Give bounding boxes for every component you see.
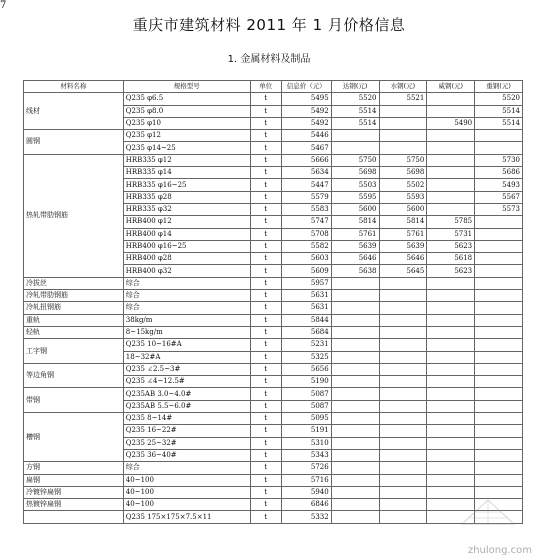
chonggang-price-cell: [475, 388, 523, 400]
material-name-cell: 热镀锌扁钢: [24, 499, 124, 511]
weigang-price-cell: 5490: [427, 117, 475, 129]
spec-cell: Q235 16~22#: [123, 425, 250, 437]
spec-cell: 综合: [123, 302, 250, 314]
spec-cell: 综合: [123, 277, 250, 289]
material-name-cell: 重轨: [24, 314, 124, 326]
weigang-price-cell: [427, 326, 475, 338]
dagang-price-cell: [331, 425, 379, 437]
spec-cell: Q235 φ6.5: [123, 93, 250, 105]
dagang-price-cell: [331, 130, 379, 142]
chonggang-price-cell: [475, 228, 523, 240]
info-price-cell: 5087: [281, 388, 331, 400]
shuigang-price-cell: 5502: [379, 179, 427, 191]
zhulong-logo-icon: [458, 498, 518, 542]
shuigang-price-cell: [379, 351, 427, 363]
spec-cell: 38kg/m: [123, 314, 250, 326]
unit-cell: t: [250, 130, 281, 142]
unit-cell: t: [250, 203, 281, 215]
table-body: [24, 93, 523, 523]
unit-cell: t: [250, 326, 281, 338]
weigang-price-cell: [427, 486, 475, 498]
unit-cell: t: [250, 339, 281, 351]
info-price-cell: 5343: [281, 449, 331, 461]
dagang-price-cell: 5761: [331, 228, 379, 240]
dagang-price-cell: 5639: [331, 240, 379, 252]
shuigang-price-cell: 5750: [379, 154, 427, 166]
unit-cell: t: [250, 486, 281, 498]
material-name-cell: 等边角钢: [24, 363, 124, 388]
spec-cell: Q235 φ10: [123, 117, 250, 129]
shuigang-price-cell: [379, 437, 427, 449]
info-price-cell: 5957: [281, 277, 331, 289]
dagang-price-cell: [331, 363, 379, 375]
unit-cell: t: [250, 363, 281, 375]
shuigang-price-cell: [379, 339, 427, 351]
weigang-price-cell: 5623: [427, 265, 475, 277]
info-price-cell: 5634: [281, 167, 331, 179]
unit-cell: t: [250, 462, 281, 474]
dagang-price-cell: [331, 376, 379, 388]
weigang-price-cell: [427, 437, 475, 449]
spec-cell: Q235 φ8.0: [123, 105, 250, 117]
unit-cell: t: [250, 179, 281, 191]
info-price-cell: 5583: [281, 203, 331, 215]
shuigang-price-cell: 5593: [379, 191, 427, 203]
info-price-cell: 5231: [281, 339, 331, 351]
unit-cell: t: [250, 413, 281, 425]
chonggang-price-cell: [475, 425, 523, 437]
weigang-price-cell: [427, 154, 475, 166]
unit-cell: t: [250, 474, 281, 486]
info-price-cell: 5747: [281, 216, 331, 228]
dagang-price-cell: 5750: [331, 154, 379, 166]
shuigang-price-cell: [379, 400, 427, 412]
chonggang-price-cell: 5514: [475, 117, 523, 129]
shuigang-price-cell: [379, 142, 427, 154]
info-price-cell: 5332: [281, 511, 331, 523]
shuigang-price-cell: [379, 425, 427, 437]
material-name-cell: 冷轧带肋钢筋: [24, 290, 124, 302]
shuigang-price-cell: 5761: [379, 228, 427, 240]
dagang-price-cell: [331, 462, 379, 474]
table-row: [24, 130, 523, 142]
dagang-price-cell: [331, 437, 379, 449]
shuigang-price-cell: [379, 376, 427, 388]
spec-cell: 40~100: [123, 499, 250, 511]
watermark-text: zhulong.com: [467, 545, 532, 556]
dagang-price-cell: 5600: [331, 203, 379, 215]
shuigang-price-cell: 5645: [379, 265, 427, 277]
shuigang-price-cell: [379, 277, 427, 289]
spec-cell: Q235 φ12: [123, 130, 250, 142]
spec-cell: 40~100: [123, 486, 250, 498]
info-price-cell: 5631: [281, 290, 331, 302]
weigang-price-cell: [427, 339, 475, 351]
info-price-cell: 5609: [281, 265, 331, 277]
unit-cell: t: [250, 154, 281, 166]
weigang-price-cell: 5731: [427, 228, 475, 240]
dagang-price-cell: [331, 290, 379, 302]
info-price-cell: 5716: [281, 474, 331, 486]
spec-cell: HRB335 φ32: [123, 203, 250, 215]
unit-cell: t: [250, 314, 281, 326]
spec-cell: HRB400 φ32: [123, 265, 250, 277]
table-row: [24, 499, 523, 511]
shuigang-price-cell: [379, 388, 427, 400]
shuigang-price-cell: [379, 290, 427, 302]
table-row: [24, 290, 523, 302]
weigang-price-cell: [427, 449, 475, 461]
spec-cell: 综合: [123, 290, 250, 302]
chonggang-price-cell: [475, 351, 523, 363]
chonggang-price-cell: [475, 314, 523, 326]
info-price-cell: 5310: [281, 437, 331, 449]
spec-cell: Q235 36~40#: [123, 449, 250, 461]
chonggang-price-cell: [475, 326, 523, 338]
chonggang-price-cell: [475, 130, 523, 142]
material-name-cell: 工字钢: [24, 339, 124, 364]
spec-cell: HRB400 φ28: [123, 253, 250, 265]
chonggang-price-cell: 5514: [475, 105, 523, 117]
material-name-cell: 冷镀锌扁钢: [24, 486, 124, 498]
page-title: 重庆市建筑材料 2011 年 1 月价格信息: [132, 16, 406, 34]
dagang-price-cell: [331, 302, 379, 314]
dagang-price-cell: 5520: [331, 93, 379, 105]
material-name-cell: 带钢: [24, 388, 124, 413]
shuigang-price-cell: [379, 413, 427, 425]
chonggang-price-cell: [475, 216, 523, 228]
unit-cell: t: [250, 511, 281, 523]
material-name-cell: [24, 511, 124, 523]
shuigang-price-cell: [379, 486, 427, 498]
info-price-cell: 5492: [281, 105, 331, 117]
info-price-cell: 5467: [281, 142, 331, 154]
info-price-cell: 5325: [281, 351, 331, 363]
info-price-cell: 5631: [281, 302, 331, 314]
weigang-price-cell: [427, 167, 475, 179]
spec-cell: HRB400 φ14: [123, 228, 250, 240]
info-price-cell: 5447: [281, 179, 331, 191]
shuigang-price-cell: [379, 511, 427, 523]
spec-cell: HRB400 φ16~25: [123, 240, 250, 252]
unit-cell: t: [250, 277, 281, 289]
weigang-price-cell: [427, 363, 475, 375]
chonggang-price-cell: [475, 400, 523, 412]
table-row: [24, 413, 523, 425]
unit-cell: t: [250, 425, 281, 437]
shuigang-price-cell: [379, 462, 427, 474]
shuigang-price-cell: [379, 302, 427, 314]
info-price-cell: 5684: [281, 326, 331, 338]
section-heading: 1. 金属材料及制品: [227, 54, 311, 65]
unit-cell: t: [250, 105, 281, 117]
material-name-cell: 槽钢: [24, 413, 124, 462]
chonggang-price-cell: [475, 437, 523, 449]
info-price-cell: 5603: [281, 253, 331, 265]
chonggang-price-cell: 5686: [475, 167, 523, 179]
weigang-price-cell: 5785: [427, 216, 475, 228]
info-price-cell: 5492: [281, 117, 331, 129]
header-shuigang: 水钢(元): [379, 81, 427, 93]
table-row: [24, 277, 523, 289]
unit-cell: t: [250, 167, 281, 179]
dagang-price-cell: [331, 339, 379, 351]
dagang-price-cell: 5698: [331, 167, 379, 179]
weigang-price-cell: [427, 290, 475, 302]
shuigang-price-cell: 5814: [379, 216, 427, 228]
weigang-price-cell: [427, 376, 475, 388]
table-row: [24, 363, 523, 375]
shuigang-price-cell: [379, 130, 427, 142]
dagang-price-cell: [331, 400, 379, 412]
table-row: [24, 474, 523, 486]
weigang-price-cell: [427, 462, 475, 474]
weigang-price-cell: [427, 203, 475, 215]
dagang-price-cell: [331, 511, 379, 523]
chonggang-price-cell: [475, 240, 523, 252]
material-name-cell: 轻轨: [24, 326, 124, 338]
dagang-price-cell: 5514: [331, 105, 379, 117]
shuigang-price-cell: 5639: [379, 240, 427, 252]
weigang-price-cell: [427, 130, 475, 142]
shuigang-price-cell: [379, 449, 427, 461]
unit-cell: t: [250, 290, 281, 302]
weigang-price-cell: [427, 425, 475, 437]
info-price-cell: 5666: [281, 154, 331, 166]
shuigang-price-cell: 5646: [379, 253, 427, 265]
info-price-cell: 5582: [281, 240, 331, 252]
info-price-cell: 5446: [281, 130, 331, 142]
info-price-cell: 5095: [281, 413, 331, 425]
info-price-cell: 5940: [281, 486, 331, 498]
spec-cell: HRB400 φ12: [123, 216, 250, 228]
material-name-cell: 线材: [24, 93, 124, 130]
shuigang-price-cell: [379, 474, 427, 486]
spec-cell: Q235AB 5.5~6.0#: [123, 400, 250, 412]
header-unit: 单位: [250, 81, 281, 93]
weigang-price-cell: [427, 142, 475, 154]
unit-cell: t: [250, 93, 281, 105]
chonggang-price-cell: [475, 253, 523, 265]
dagang-price-cell: 5514: [331, 117, 379, 129]
chonggang-price-cell: [475, 339, 523, 351]
header-chonggang: 重钢(元): [475, 81, 523, 93]
shuigang-price-cell: [379, 363, 427, 375]
weigang-price-cell: [427, 191, 475, 203]
info-price-cell: 5191: [281, 425, 331, 437]
spec-cell: 40~100: [123, 474, 250, 486]
chonggang-price-cell: [475, 474, 523, 486]
material-name-cell: 冷拔丝: [24, 277, 124, 289]
info-price-cell: 5844: [281, 314, 331, 326]
spec-cell: HRB335 φ16~25: [123, 179, 250, 191]
table-row: [24, 154, 523, 166]
unit-cell: t: [250, 228, 281, 240]
weigang-price-cell: [427, 413, 475, 425]
material-name-cell: 热轧带肋钢筋: [24, 154, 124, 277]
weigang-price-cell: [427, 314, 475, 326]
shuigang-price-cell: [379, 314, 427, 326]
spec-cell: Q235 8~14#: [123, 413, 250, 425]
unit-cell: t: [250, 388, 281, 400]
dagang-price-cell: [331, 388, 379, 400]
chonggang-price-cell: [475, 413, 523, 425]
weigang-price-cell: [427, 400, 475, 412]
unit-cell: t: [250, 449, 281, 461]
weigang-price-cell: [427, 93, 475, 105]
chonggang-price-cell: 5730: [475, 154, 523, 166]
unit-cell: t: [250, 499, 281, 511]
table-row: [24, 314, 523, 326]
header-row: [24, 81, 523, 93]
material-name-cell: 圆钢: [24, 130, 124, 155]
dagang-price-cell: [331, 142, 379, 154]
chonggang-price-cell: [475, 486, 523, 498]
dagang-price-cell: [331, 326, 379, 338]
unit-cell: t: [250, 117, 281, 129]
shuigang-price-cell: 5521: [379, 93, 427, 105]
table-row: [24, 93, 523, 105]
spec-cell: Q235 φ14~25: [123, 142, 250, 154]
unit-cell: t: [250, 351, 281, 363]
weigang-price-cell: 5623: [427, 240, 475, 252]
header-material-name: 材料名称: [24, 81, 124, 93]
header-info-price: 信息价（元）: [281, 81, 331, 93]
weigang-price-cell: [427, 474, 475, 486]
chonggang-price-cell: [475, 265, 523, 277]
weigang-price-cell: [427, 388, 475, 400]
unit-cell: t: [250, 400, 281, 412]
info-price-cell: 5708: [281, 228, 331, 240]
header-weigang: 威钢(元): [427, 81, 475, 93]
weigang-price-cell: [427, 351, 475, 363]
material-name-cell: 扁钢: [24, 474, 124, 486]
unit-cell: t: [250, 240, 281, 252]
table-row: [24, 511, 523, 523]
weigang-price-cell: [427, 179, 475, 191]
shuigang-price-cell: [379, 499, 427, 511]
dagang-price-cell: 5638: [331, 265, 379, 277]
chonggang-price-cell: 5520: [475, 93, 523, 105]
shuigang-price-cell: 5698: [379, 167, 427, 179]
dagang-price-cell: [331, 486, 379, 498]
spec-cell: Q235 175×175×7.5×11: [123, 511, 250, 523]
chonggang-price-cell: 5567: [475, 191, 523, 203]
info-price-cell: 5087: [281, 400, 331, 412]
table-row: [24, 486, 523, 498]
spec-cell: Q235AB 3.0~4.0#: [123, 388, 250, 400]
dagang-price-cell: [331, 351, 379, 363]
material-name-cell: 冷轧扭钢筋: [24, 302, 124, 314]
info-price-cell: 5579: [281, 191, 331, 203]
info-price-cell: 5495: [281, 93, 331, 105]
shuigang-price-cell: [379, 326, 427, 338]
table-row: [24, 339, 523, 351]
unit-cell: t: [250, 265, 281, 277]
chonggang-price-cell: [475, 142, 523, 154]
chonggang-price-cell: [475, 449, 523, 461]
spec-cell: 8~15kg/m: [123, 326, 250, 338]
dagang-price-cell: [331, 277, 379, 289]
chonggang-price-cell: [475, 363, 523, 375]
chonggang-price-cell: [475, 462, 523, 474]
table-row: [24, 462, 523, 474]
dagang-price-cell: 5646: [331, 253, 379, 265]
shuigang-price-cell: [379, 117, 427, 129]
material-name-cell: 方钢: [24, 462, 124, 474]
spec-cell: 综合: [123, 462, 250, 474]
spec-cell: HRB335 φ28: [123, 191, 250, 203]
info-price-cell: 5726: [281, 462, 331, 474]
dagang-price-cell: [331, 413, 379, 425]
dagang-price-cell: 5503: [331, 179, 379, 191]
chonggang-price-cell: [475, 376, 523, 388]
spec-cell: HRB335 φ12: [123, 154, 250, 166]
unit-cell: t: [250, 437, 281, 449]
chonggang-price-cell: 5493: [475, 179, 523, 191]
info-price-cell: 5190: [281, 376, 331, 388]
chonggang-price-cell: 5573: [475, 203, 523, 215]
dagang-price-cell: 5814: [331, 216, 379, 228]
header-spec: 规格型号: [123, 81, 250, 93]
spec-cell: Q235 25~32#: [123, 437, 250, 449]
price-table: [23, 80, 523, 524]
info-price-cell: 6846: [281, 499, 331, 511]
dagang-price-cell: [331, 474, 379, 486]
unit-cell: t: [250, 191, 281, 203]
unit-cell: t: [250, 302, 281, 314]
table-row: [24, 302, 523, 314]
unit-cell: t: [250, 142, 281, 154]
spec-cell: HRB335 φ14: [123, 167, 250, 179]
chonggang-price-cell: [475, 290, 523, 302]
table-row: [24, 388, 523, 400]
spec-cell: 18~32#A: [123, 351, 250, 363]
spec-cell: Q235 ∠4~12.5#: [123, 376, 250, 388]
weigang-price-cell: [427, 277, 475, 289]
dagang-price-cell: [331, 314, 379, 326]
spec-cell: Q235 10~16#A: [123, 339, 250, 351]
shuigang-price-cell: 5600: [379, 203, 427, 215]
shuigang-price-cell: [379, 105, 427, 117]
chonggang-price-cell: [475, 277, 523, 289]
weigang-price-cell: [427, 302, 475, 314]
dagang-price-cell: [331, 499, 379, 511]
table-row: [24, 326, 523, 338]
weigang-price-cell: 5618: [427, 253, 475, 265]
dagang-price-cell: 5595: [331, 191, 379, 203]
spec-cell: Q235 ∠2.5~3#: [123, 363, 250, 375]
chonggang-price-cell: [475, 302, 523, 314]
dagang-price-cell: [331, 449, 379, 461]
unit-cell: t: [250, 253, 281, 265]
unit-cell: t: [250, 376, 281, 388]
corner-mark: 7: [0, 0, 7, 11]
weigang-price-cell: [427, 105, 475, 117]
header-dagang: 达钢(元): [331, 81, 379, 93]
unit-cell: t: [250, 216, 281, 228]
info-price-cell: 5656: [281, 363, 331, 375]
